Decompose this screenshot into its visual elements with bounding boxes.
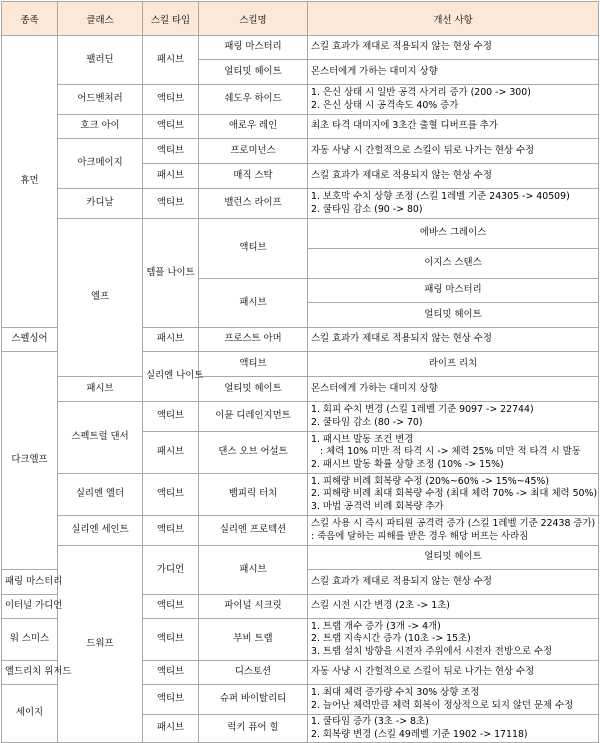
table-cell [143, 328, 199, 352]
cell-text-line: 디스토션 [234, 666, 272, 678]
table-cell [143, 402, 199, 432]
cell-text-line: 패시브 [239, 563, 267, 575]
cell-text-line: 액티브 [156, 144, 185, 156]
cell-text-line: 휴먼 [20, 175, 39, 187]
table-cell [308, 219, 599, 249]
table-cell [199, 189, 308, 219]
cell-text-line: 패시브 [86, 382, 114, 394]
cell-text-line: 2. 회복량 변경 (스킬 49레벨 기준 1902 -> 17118) [311, 728, 528, 740]
improvement-cell [308, 115, 599, 139]
improvement-cell [308, 619, 599, 661]
cell-text-line: 다크엘프 [11, 454, 48, 466]
cell-text-line: 액티브 [239, 357, 267, 369]
cell-text-line: 가디언 [156, 563, 185, 575]
table-cell [199, 595, 308, 619]
cell-text-line: 액티브 [156, 693, 185, 705]
cell-text-line: 에바스 그레이스 [419, 227, 487, 239]
cell-text-line: 패시브 [156, 722, 185, 734]
table-cell [199, 60, 308, 85]
table-cell [2, 328, 58, 352]
cell-text-line: 패시브 [156, 53, 185, 65]
cell-text-line: 스킬 효과가 제대로 적용되지 않는 현상 수정 [311, 169, 492, 181]
cell-text-line: 1. 최대 체력 증가량 수치 30% 상향 조정 [311, 687, 480, 698]
table-cell [199, 685, 308, 715]
cell-text-line: 1. 보호막 수치 상향 조정 (스킬 1레벨 기준 24305 -> 40509) [311, 191, 570, 202]
cell-text-line: 아크메이지 [77, 157, 123, 169]
table-cell [143, 189, 199, 219]
cell-text-line: 1. 회피 수치 변경 (스킬 1레벨 기준 9097 -> 22744) [311, 404, 534, 415]
improvement-cell [308, 595, 599, 619]
cell-text-line: : 체력 10% 미만 적 타격 시 -> 체력 25% 미만 적 타격 시 발동 [311, 446, 581, 458]
cell-text-line: 1. 은신 상태 시 일반 공격 사거리 증가 (200 -> 300) [311, 87, 531, 98]
table-cell [199, 85, 308, 115]
table-cell [199, 516, 308, 546]
cell-text-line: 부비 트랩 [233, 633, 273, 645]
cell-text-line: 패시브 [239, 296, 267, 308]
improvement-cell [308, 164, 599, 189]
table-cell [58, 115, 143, 139]
cell-text-line: 이뮨 디레인지먼트 [215, 410, 291, 422]
cell-text-line: 1. 피해량 비례 회복량 수정 (20%~60% -> 15%~45%) [311, 475, 549, 487]
table-cell [2, 352, 58, 570]
cell-text-line: 3. 마법 공격력 비례 회복량 추가 [311, 500, 444, 512]
cell-text-line: 몬스터에게 가하는 대미지 상향 [311, 65, 438, 77]
table-cell [143, 352, 204, 402]
cell-text-line: 호크 아이 [80, 120, 120, 132]
improvement-cell [308, 474, 599, 516]
table-row [2, 377, 599, 402]
cell-text-line: 팰러딘 [86, 53, 114, 65]
cell-text-line: 2. 쿨타임 감소 (80 -> 70) [311, 416, 423, 428]
cell-text-line: 쉐도우 하이드 [224, 93, 282, 105]
cell-text-line: 액티브 [156, 488, 185, 500]
cell-text-line: 실리엔 엘더 [75, 488, 125, 500]
table-cell [199, 661, 308, 685]
table-cell [199, 139, 308, 164]
table-cell [2, 570, 63, 595]
table-cell [199, 219, 308, 279]
cell-text-line: 스킬 효과가 제대로 적용되지 않는 현상 수정 [311, 333, 492, 345]
table-cell [58, 516, 143, 546]
header-race: 종족 [2, 2, 58, 36]
cell-text-line: 2. 은신 상태 시 공격속도 40% 증가 [311, 99, 459, 111]
table-cell [308, 279, 599, 303]
table-cell [143, 36, 199, 85]
table-cell [143, 115, 199, 139]
table-cell [143, 516, 199, 546]
cell-text-line: 패링 마스터리 [224, 41, 282, 53]
table-cell [199, 715, 308, 743]
table-cell [58, 189, 143, 219]
cell-text-line: 몬스터에게 가하는 대미지 상향 [311, 382, 438, 394]
cell-text-line: 액티브 [156, 666, 185, 678]
cell-text-line: 스킬 사용 시 즉시 파티원 공격력 증가 (스킬 1레벨 기준 22438 증가) [311, 518, 596, 529]
table-cell [199, 546, 308, 595]
table-cell [58, 546, 143, 743]
table-cell [58, 219, 143, 377]
cell-text-line: 액티브 [156, 93, 185, 105]
table-row [2, 189, 599, 219]
table-cell [58, 377, 143, 402]
improvement-cell [308, 661, 599, 685]
table-cell [143, 85, 199, 115]
table-cell [308, 546, 599, 570]
cell-text-line: 2. 피해량 비례 최대 회복량 수정 (최대 체력 70% -> 최대 체력 50%) [311, 488, 598, 500]
cell-text-line: 액티브 [156, 120, 185, 132]
table-cell [143, 546, 199, 595]
cell-text-line: 스펠싱어 [11, 333, 48, 345]
cell-text-line: 이터널 가디언 [5, 600, 63, 612]
table-row [2, 115, 599, 139]
cell-text-line: 템플 나이트 [146, 266, 195, 278]
table-cell [199, 474, 308, 516]
table-cell [143, 661, 199, 685]
cell-text-line: 실리엔 프로텍션 [219, 524, 287, 536]
cell-text-line: 프로스트 아머 [224, 333, 282, 345]
table-row [2, 139, 599, 164]
improvement-cell [308, 685, 599, 715]
cell-text-line: 어드벤처러 [77, 93, 123, 105]
cell-text-line: 액티브 [239, 242, 267, 254]
cell-text-line: 애로우 레인 [228, 120, 278, 132]
header-skill-type: 스킬 타입 [143, 2, 199, 36]
cell-text-line: 1. 쿨타임 증가 (3초 -> 8초) [311, 716, 429, 727]
table-cell [199, 619, 308, 661]
table-cell [308, 249, 599, 279]
table-cell [143, 139, 199, 164]
improvement-cell [308, 36, 599, 60]
cell-text-line: 최초 타격 대미지에 3초간 출혈 디버프를 추가 [311, 120, 498, 132]
table-cell [199, 115, 308, 139]
cell-text-line: 2. 쿨타임 감소 (90 -> 80) [311, 203, 423, 215]
cell-text-line: 1. 패시브 발동 조건 변경 [311, 433, 414, 445]
cell-text-line: 스펙트럴 댄서 [71, 431, 129, 443]
header-class: 클래스 [58, 2, 143, 36]
cell-text-line: 파이널 시크릿 [224, 600, 282, 612]
cell-text-line: 얼티밋 헤이트 [224, 382, 282, 394]
cell-text-line: 밸런스 라이프 [224, 197, 282, 209]
table-row [2, 546, 599, 570]
cell-text-line: 카디날 [86, 197, 114, 209]
table-body [2, 36, 599, 743]
table-cell [143, 432, 199, 474]
improvement-cell [308, 85, 599, 115]
cell-text-line: 실리엔 세인트 [71, 524, 129, 536]
cell-text-line: 드워프 [86, 637, 114, 649]
table-cell [58, 474, 143, 516]
cell-text-line: 댄스 오브 어설트 [218, 446, 288, 458]
table-cell [199, 377, 308, 402]
header-skill-name: 스킬명 [199, 2, 308, 36]
cell-text-line: 2. 트랩 지속시간 증가 (10초 -> 15초) [311, 633, 471, 645]
table-row [2, 85, 599, 115]
cell-text-line: 액티브 [156, 633, 185, 645]
table-cell [58, 36, 143, 85]
table-cell [143, 164, 199, 189]
cell-text-line: 1. 트랩 개수 증가 (3개 -> 4개) [311, 620, 441, 632]
table-cell [2, 685, 58, 743]
table-cell [199, 164, 308, 189]
table-cell [143, 219, 199, 328]
cell-text-line: 2. 늘어난 체력만큼 체력 회복이 정상적으로 되지 않던 문제 수정 [311, 699, 574, 711]
cell-text-line: 패시브 [156, 169, 185, 181]
table-cell [58, 402, 143, 474]
table-cell [143, 715, 199, 743]
cell-text-line: 액티브 [156, 600, 185, 612]
cell-text-line: 액티브 [156, 410, 185, 422]
table-cell [199, 328, 308, 352]
table-cell [2, 595, 63, 619]
table-cell [58, 85, 143, 115]
table-cell [199, 432, 308, 474]
cell-text-line: 2. 패시브 발동 확률 상향 조정 (10% -> 15%) [311, 458, 504, 470]
table-cell [2, 661, 72, 685]
cell-text-line: 얼티밋 헤이트 [424, 308, 482, 320]
cell-text-line: 프로미넌스 [230, 144, 276, 156]
cell-text-line: 라이프 리치 [428, 357, 478, 369]
table-row [2, 219, 599, 249]
skill-patch-table [1, 1, 599, 743]
cell-text-line: 패링 마스터리 [424, 284, 482, 296]
table-cell [308, 352, 599, 377]
cell-text-line: 실리엔 나이트 [146, 370, 204, 382]
table-cell [143, 685, 199, 715]
improvement-cell [308, 139, 599, 164]
improvement-cell [308, 60, 599, 85]
cell-text-line: 얼티밋 헤이트 [424, 551, 482, 563]
cell-text-line: 자동 사냥 시 간헐적으로 스킬이 뒤로 나가는 현상 수정 [311, 144, 535, 156]
header-row [2, 2, 599, 36]
cell-text-line: 액티브 [156, 197, 185, 209]
cell-text-line: 패시브 [156, 446, 185, 458]
table-cell [2, 36, 58, 328]
cell-text-line: 뱀피릭 터치 [228, 488, 278, 500]
improvement-cell [308, 715, 599, 743]
improvement-cell [308, 516, 599, 546]
cell-text-line: 자동 사냥 시 간헐적으로 스킬이 뒤로 나가는 현상 수정 [311, 666, 535, 678]
cell-text-line: 액티브 [156, 524, 185, 536]
cell-text-line: 슈퍼 바이탈리티 [219, 693, 287, 705]
improvement-cell [308, 432, 599, 474]
cell-text-line: 워 스미스 [9, 633, 50, 645]
cell-text-line: 얼티밋 헤이트 [224, 65, 282, 77]
table-cell [58, 139, 143, 189]
cell-text-line: 매직 스탁 [233, 169, 273, 181]
table-cell [199, 36, 308, 60]
table-row [2, 516, 599, 546]
table-cell [199, 279, 308, 328]
cell-text-line: 럭키 퓨어 힐 [227, 722, 279, 734]
table-row [2, 474, 599, 516]
improvement-cell [308, 377, 599, 402]
table-cell [2, 619, 58, 661]
table-row [2, 402, 599, 432]
cell-text-line: 스킬 효과가 제대로 적용되지 않는 현상 수정 [311, 575, 492, 587]
improvement-cell [308, 570, 599, 595]
table-row [2, 36, 599, 60]
cell-text-line: 패링 마스터리 [5, 575, 63, 587]
table-cell [143, 595, 199, 619]
header-improvement: 개선 사항 [308, 2, 599, 36]
table-cell [308, 303, 599, 328]
table-cell [199, 402, 308, 432]
improvement-cell [308, 328, 599, 352]
table-cell [199, 352, 308, 377]
cell-text-line: 엘드리치 위저드 [5, 666, 72, 678]
table-cell [143, 474, 199, 516]
cell-text-line: 엘프 [90, 291, 110, 303]
cell-text-line: 스킬 효과가 제대로 적용되지 않는 현상 수정 [311, 41, 492, 53]
cell-text-line: 세이지 [15, 707, 44, 719]
improvement-cell [308, 402, 599, 432]
cell-text-line: : 죽음에 달하는 피해를 받은 경우 해당 버프는 사라짐 [311, 530, 529, 542]
cell-text-line: 이지스 스탠스 [424, 257, 482, 269]
cell-text-line: 스킬 시전 시간 변경 (2초 -> 1초) [311, 600, 450, 612]
cell-text-line: 패시브 [156, 333, 185, 345]
table-cell [143, 619, 199, 661]
cell-text-line: 3. 트랩 설치 방향을 시전자 주위에서 시전자 전방으로 수정 [311, 645, 553, 657]
improvement-cell [308, 189, 599, 219]
